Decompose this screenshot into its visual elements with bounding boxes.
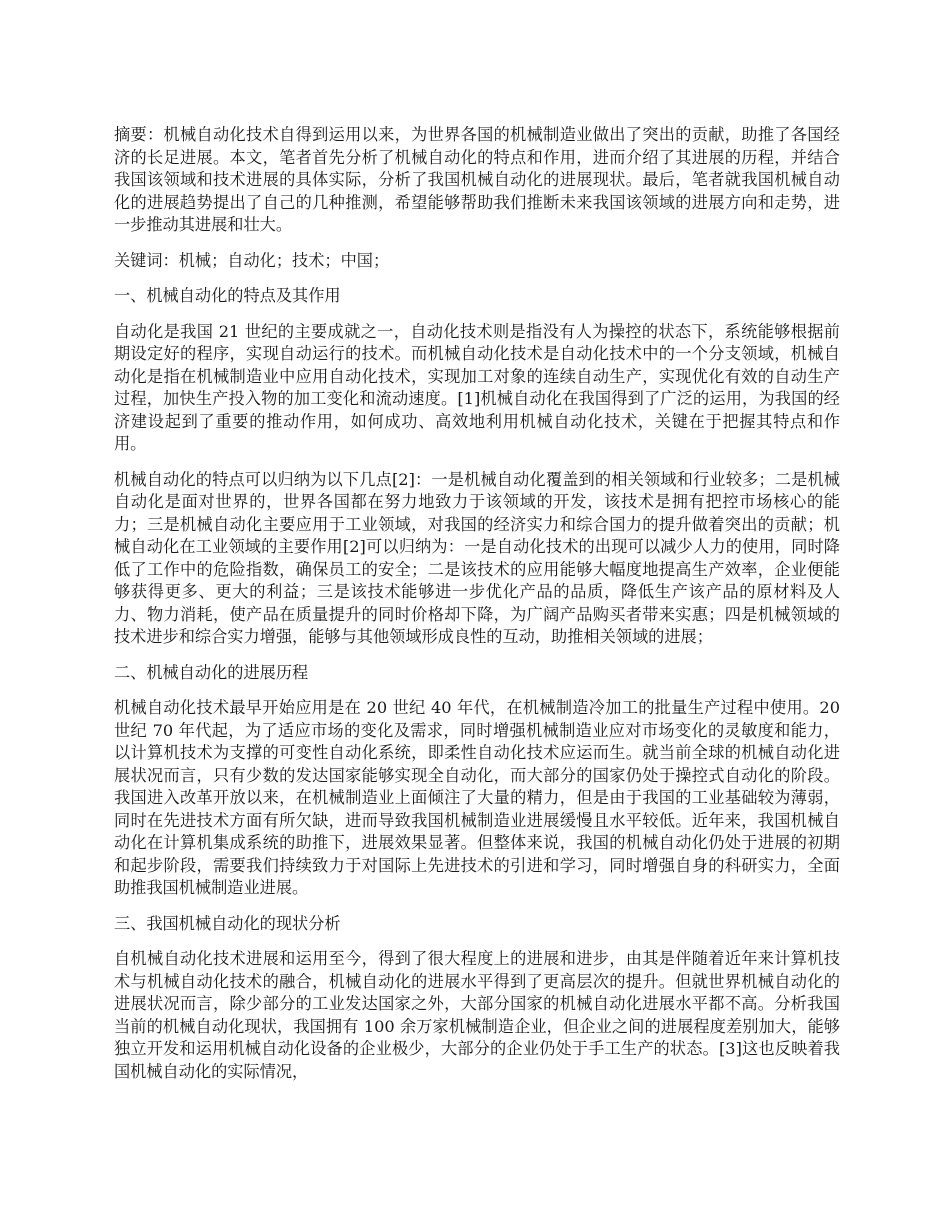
section-3-paragraph-1: 自机械自动化技术进展和运用至今，得到了很大程度上的进展和进步，由其是伴随着近年来计算机技术与机械自动化技术的融合，机械自动化的进展水平得到了更高层次的提升。但就世界机械自动化的进展状况而言，除少部分的工业发达国家之外，大部分国家的机械自动化进展水平都不高。分析我国当前的机械自动化现状，我国拥有 100 余万家机械制造企业，但企业之间的进展程度差别加大，能够独立开发和运用机械自动化设备的企业极少，大部分的企业仍处于手工生产的状态。[3]这也反映着我国机械自动化的实际情况，	[114, 949, 840, 1081]
section-1-paragraph-1: 自动化是我国 21 世纪的主要成就之一，自动化技术则是指没有人为操控的状态下，系统能够根据前期设定好的程序，实现自动运行的技术。而机械自动化技术是自动化技术中的一个分支领域，机械自动化是指在机械制造业中应用自动化技术，实现加工对象的连续自动生产，实现优化有效的自动生产过程，加快生产投入物的加工变化和流动速度。[1]机械自动化在我国得到了广泛的运用，为我国的经济建设起到了重要的推动作用，如何成功、高效地利用机械自动化技术，关键在于把握其特点和作用。	[114, 321, 840, 453]
document-body	[114, 124, 840, 1096]
section-1-paragraph-2: 机械自动化的特点可以归纳为以下几点[2]：一是机械自动化覆盖到的相关领域和行业较多；二是机械自动化是面对世界的，世界各国都在努力地致力于该领域的开发，该技术是拥有把控市场核心的能力；三是机械自动化主要应用于工业领域，对我国的经济实力和综合国力的提升做着突出的贡献；机械自动化在工业领域的主要作用[2]可以归纳为：一是自动化技术的出现可以减少人力的使用，同时降低了工作中的危险指数，确保员工的安全；二是该技术的应用能够大幅度地提高生产效率，企业便能够获得更多、更大的利益；三是该技术能够进一步优化产品的品质，降低生产该产品的原材料及人力、物力消耗，使产品在质量提升的同时价格却下降，为广阔产品购买者带来实惠；四是机械领域的技术进步和综合实力增强，能够与其他领域形成良性的互动，助推相关领域的进展；	[114, 469, 840, 646]
section-heading-1: 一、机械自动化的特点及其作用	[114, 286, 341, 305]
section-2-paragraph-1: 机械自动化技术最早开始应用是在 20 世纪 40 年代，在机械制造冷加工的批量生产过程中使用。20 世纪 70 年代起，为了适应市场的变化及需求，同时增强机械制造业应对市场变化的灵敏度和能力，以计算机技术为支撑的可变性自动化系统，即柔性自动化技术应运而生。就当前全球的机械自动化进展状况而言，只有少数的发达国家能够实现全自动化，而大部分的国家仍处于操控式自动化的阶段。我国进入改革开放以来，在机械制造业上面倾注了大量的精力，但是由于我国的工业基础较为薄弱，同时在先进技术方面有所欠缺，进而导致我国机械制造业进展缓慢且水平较低。近年来，我国机械自动化在计算机集成系统的助推下，进展效果显著。但整体来说，我国的机械自动化仍处于进展的初期和起步阶段，需要我们持续致力于对国际上先进技术的引进和学习，同时增强自身的科研实力，全面助推我国机械制造业进展。	[114, 698, 840, 897]
section-heading-3: 三、我国机械自动化的现状分析	[114, 913, 341, 933]
abstract-paragraph: 摘要：机械自动化技术自得到运用以来，为世界各国的机械制造业做出了突出的贡献，助推了各国经济的长足进展。本文，笔者首先分析了机械自动化的特点和作用，进而介绍了其进展的历程，并结合我国该领域和技术进展的具体实际，分析了我国机械自动化的进展现状。最后，笔者就我国机械自动化的进展趋势提出了自己的几种推测，希望能够帮助我们推断未来我国该领域的进展方向和走势，进一步推动其进展和壮大。	[114, 125, 840, 234]
keywords-line: 关键词：机械；自动化；技术；中国；	[114, 250, 390, 270]
section-heading-2: 二、机械自动化的进展历程	[114, 662, 309, 682]
